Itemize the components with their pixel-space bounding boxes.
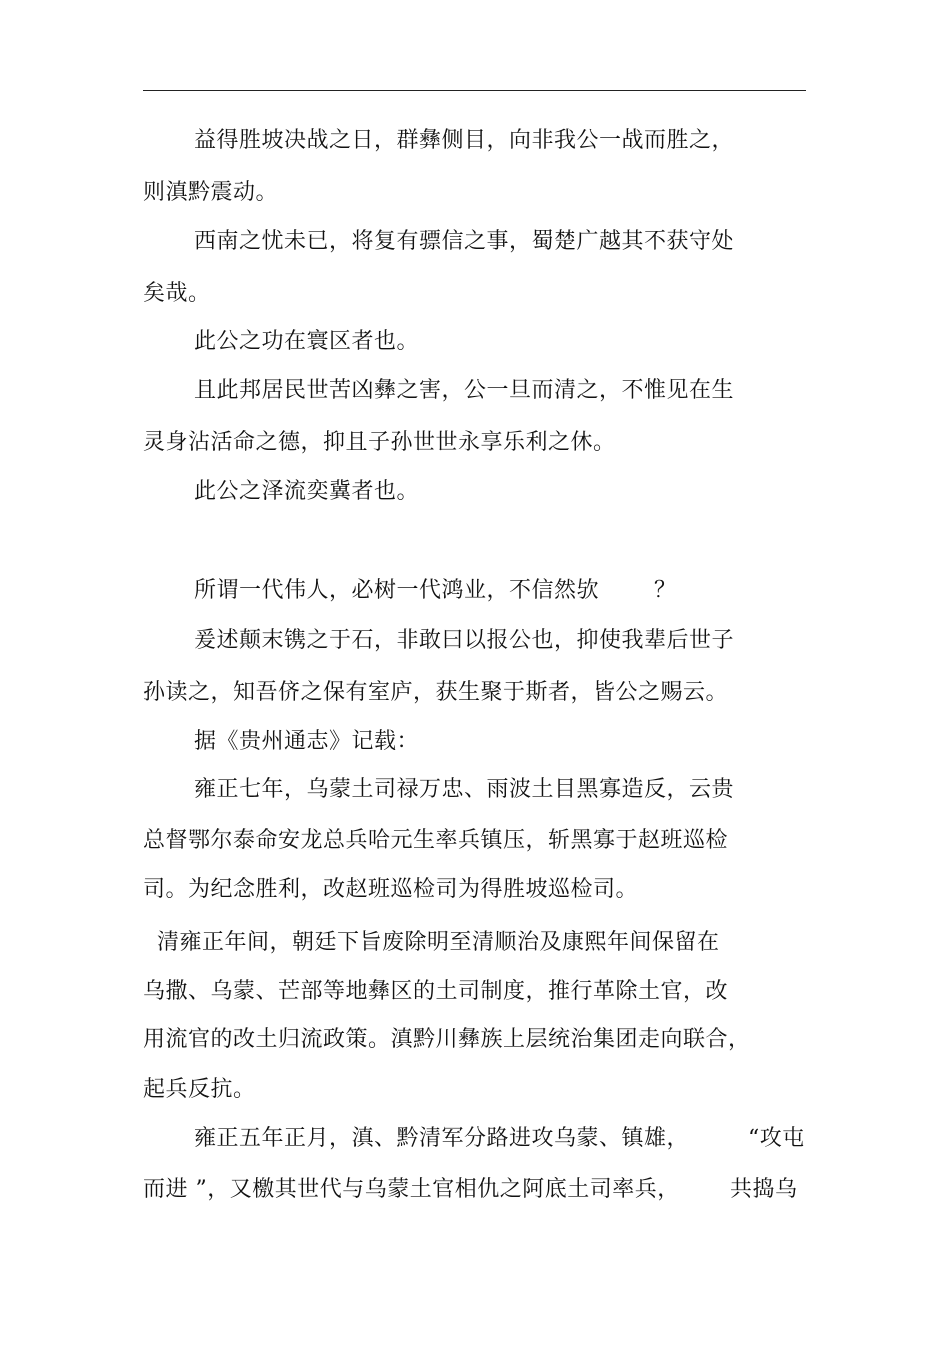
text-line-2: 则滇黔震动。 [143, 180, 279, 205]
text-line-21: 而进 ”，又檄其世代与乌蒙土官相仇之阿底土司率兵， [143, 1177, 680, 1202]
text-line-7: 灵身沾活命之德，抑且子孙世世永享乐利之休。 [143, 430, 616, 455]
text-line-13: 雍正七年，乌蒙土司禄万忠、雨波土目黑寡造反，云贵 [194, 777, 735, 802]
header-rule [143, 90, 806, 91]
text-line-3: 西南之忧未已，将复有骠信之事，蜀楚广越其不获守处 [194, 229, 735, 254]
text-line-6: 且此邦居民世苦凶彝之害，公一旦而清之，不惟见在生 [194, 378, 735, 403]
text-line-17: 乌撒、乌蒙、芒部等地彝区的土司制度，推行革除土官，改 [143, 979, 729, 1004]
text-line-4: 矣哉。 [143, 281, 211, 306]
text-line-19: 起兵反抗。 [143, 1077, 256, 1102]
text-line-14: 总督鄂尔泰命安龙总兵哈元生率兵镇压，斩黑寡于赵班巡检 [143, 828, 729, 853]
text-line-10: 爰述颠末镌之于石，非敢曰以报公也，抑使我辈后世子 [194, 628, 735, 653]
text-line-8: 此公之泽流奕冀者也。 [194, 479, 420, 504]
text-line-15: 司。为纪念胜利，改赵班巡检司为得胜坡巡检司。 [143, 877, 639, 902]
text-line-18: 用流官的改土归流政策。滇黔川彝族上层统治集团走向联合， [143, 1027, 751, 1052]
text-line-9-question: ？ [654, 578, 677, 603]
text-line-1: 益得胜坡决战之日，群彝侧目，向非我公一战而胜之， [194, 128, 735, 153]
text-line-20: 雍正五年正月，滇、黔清军分路进攻乌蒙、镇雄， [194, 1126, 690, 1151]
text-line-11: 孙读之，知吾侪之保有室庐，获生聚于斯者，皆公之赐云。 [143, 680, 729, 705]
text-line-21-end: 共捣乌 [730, 1177, 798, 1202]
text-line-5: 此公之功在寰区者也。 [194, 329, 420, 354]
text-line-12: 据《贵州通志》记载： [194, 729, 420, 754]
text-line-20-end: “攻屯 [748, 1126, 805, 1151]
text-line-9: 所谓一代伟人，必树一代鸿业，不信然欤 [194, 578, 600, 603]
text-line-16: 清雍正年间，朝廷下旨废除明至清顺治及康熙年间保留在 [157, 930, 720, 955]
